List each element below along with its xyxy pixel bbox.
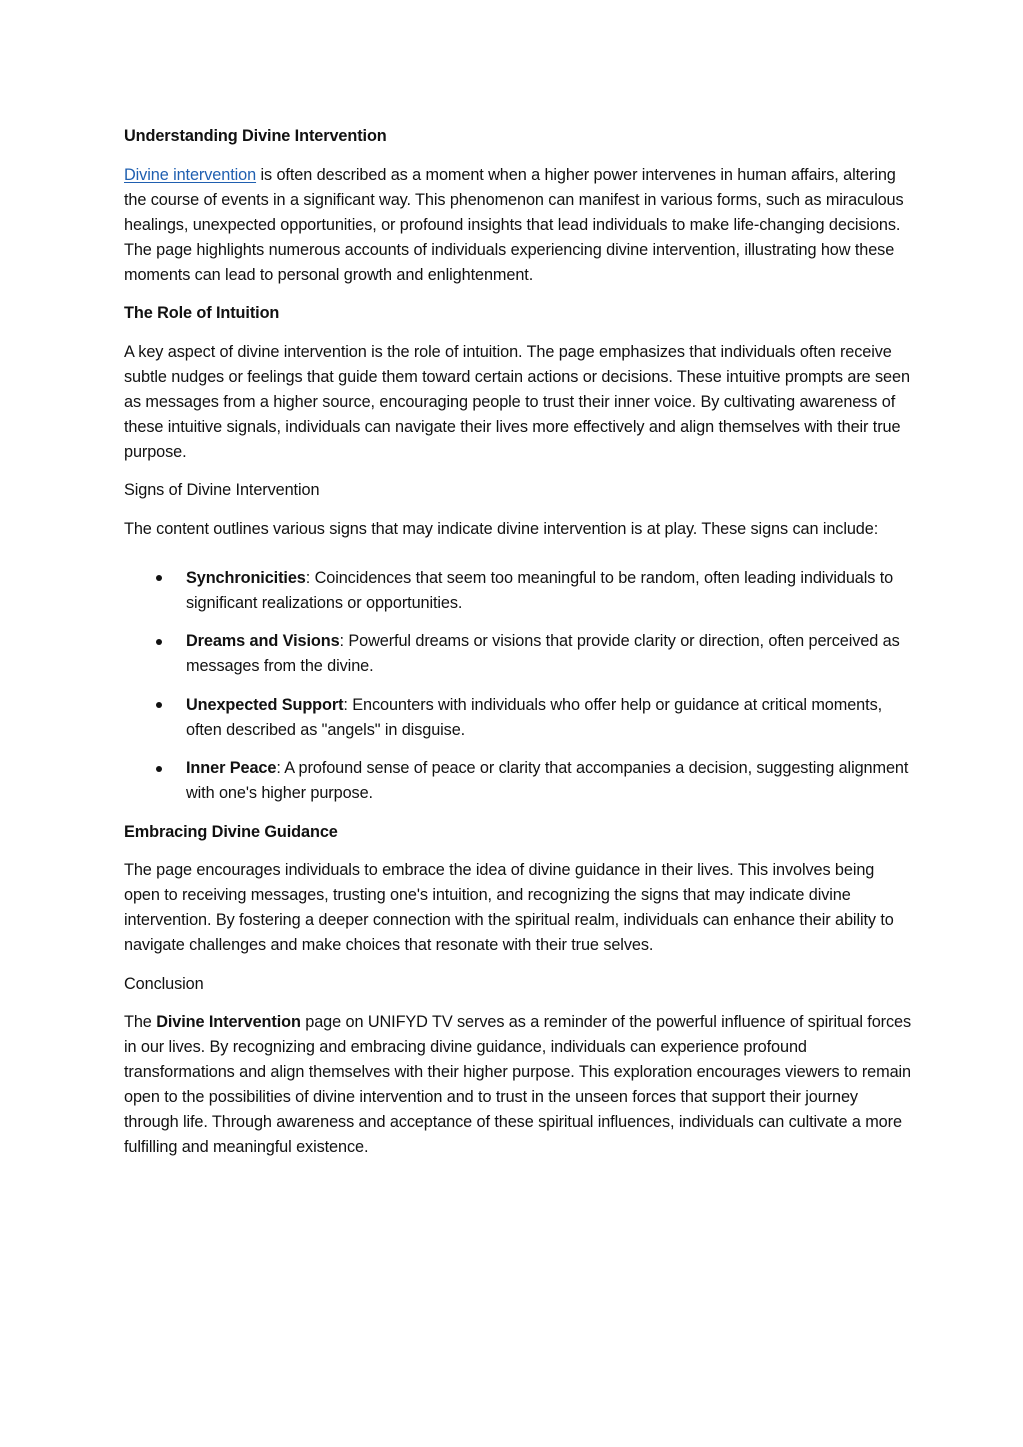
signs-list: [124, 566, 914, 807]
list-item-term: Inner Peace: [186, 759, 277, 777]
paragraph-understanding-text: is often described as a moment when a higher power intervenes in human affairs, altering the course of events in a significant way. This phenomenon can manifest in various forms, such as miraculous healings, unexpected opportunities, or profound insights that lead individuals to make life-changing decisions. The page highlights numerous accounts of individuals experiencing divine intervention, illustrating how these moments can lead to personal growth and enlightenment.: [124, 165, 904, 284]
bullet-icon: [156, 575, 162, 581]
list-item-term: Synchronicities: [186, 568, 306, 587]
list-item: [124, 566, 914, 616]
heading-embracing-divine-guidance: Embracing Divine Guidance: [124, 822, 338, 841]
heading-understanding-divine-intervention: Understanding Divine Intervention: [124, 127, 387, 145]
paragraph-signs-intro: The content outlines various signs that may indicate divine intervention is at play. These signs can include:: [124, 519, 879, 538]
conclusion-prefix: The: [124, 1013, 157, 1031]
list-item-term: Unexpected Support: [186, 695, 344, 714]
list-item-text: : Powerful dreams or visions that provide clarity or direction, often perceived as messages from the divine.: [186, 632, 900, 675]
bullet-icon: [156, 766, 162, 772]
divine-intervention-link[interactable]: Divine intervention: [124, 165, 257, 184]
paragraph-understanding: [124, 163, 914, 288]
heading-signs-of-divine-intervention: Signs of Divine Intervention: [124, 481, 320, 499]
list-item: [124, 629, 914, 679]
paragraph-intuition: A key aspect of divine intervention is the role of intuition. The page emphasizes that individuals often receive subtle nudges or feelings that guide them toward certain actions or decisions. These intuitive prompts are seen as messages from a higher source, encouraging people to trust their inner voice. By cultivating awareness of these intuitive signals, individuals can navigate their lives more effectively and align themselves with their true purpose.: [124, 342, 910, 461]
conclusion-bold-title: Divine Intervention: [156, 1013, 301, 1031]
list-item-term: Dreams and Visions: [186, 632, 340, 650]
document-page: [124, 124, 914, 1174]
list-item-text: : A profound sense of peace or clarity that accompanies a decision, suggesting alignment with one's higher purpose.: [186, 759, 909, 802]
paragraph-embracing: The page encourages individuals to embrace the idea of divine guidance in their lives. This involves being open to receiving messages, trusting one's intuition, and recognizing the signs that may indicate divine intervention. By fostering a deeper connection with the spiritual realm, individuals can enhance their ability to navigate challenges and make choices that resonate with their true selves.: [124, 861, 894, 954]
list-item: [124, 693, 914, 743]
list-item-text: : Encounters with individuals who offer help or guidance at critical moments, often described as "angels" in disguise.: [186, 695, 883, 739]
bullet-icon: [156, 639, 162, 645]
heading-role-of-intuition: The Role of Intuition: [124, 304, 280, 322]
paragraph-conclusion: [124, 1010, 914, 1160]
conclusion-text: page on UNIFYD TV serves as a reminder of the powerful influence of spiritual forces in our lives. By recognizing and embracing divine guidance, individuals can experience profound transformations and align themselves with their higher purpose. This exploration encourages viewers to remain open to the possibilities of divine intervention and to trust in the unseen forces that support their journey through life. Through awareness and acceptance of these spiritual influences, individuals can cultivate a more fulfilling and meaningful existence.: [124, 1013, 912, 1156]
bullet-icon: [156, 702, 162, 708]
list-item-text: : Coincidences that seem too meaningful to be random, often leading individuals to significant realizations or opportunities.: [186, 568, 894, 612]
list-item: [124, 756, 914, 806]
heading-conclusion: Conclusion: [124, 974, 204, 993]
